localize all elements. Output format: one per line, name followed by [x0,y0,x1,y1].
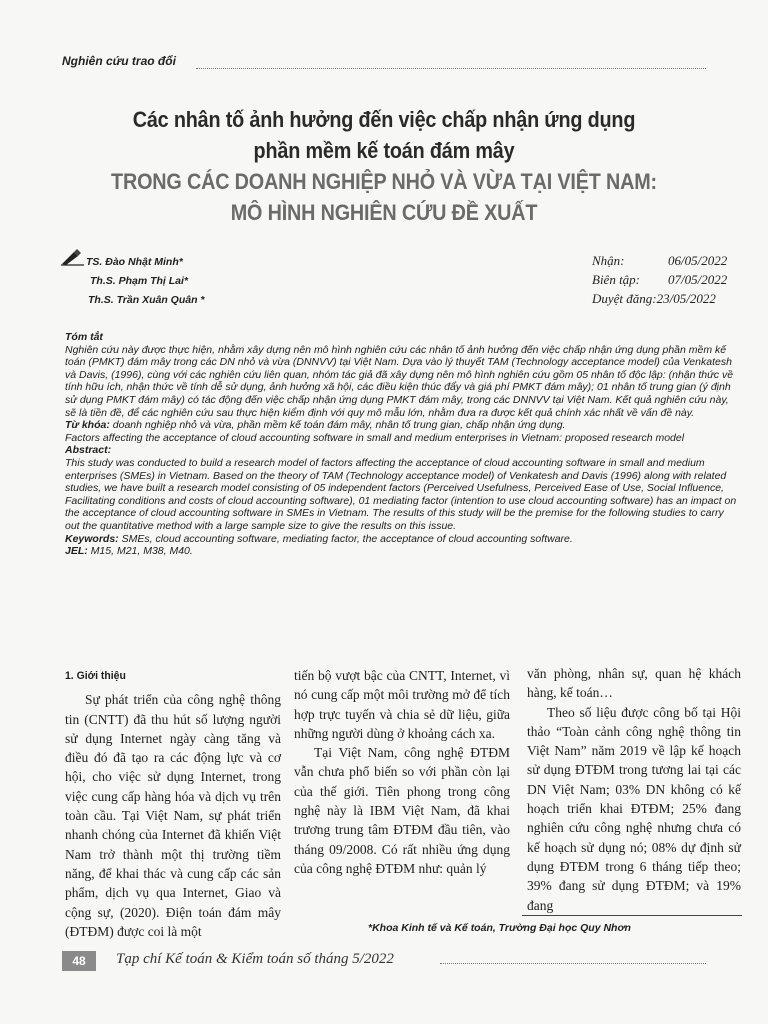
paragraph: tiến bộ vượt bậc của CNTT, Internet, vì nó cung cấp một môi trường mở để tích hợp trực tuyến và chia sẻ dữ liệu, giữa những người dùng ở khoảng cách xa. [294,668,510,741]
pen-icon [60,248,86,266]
received-label: Nhận: [592,253,625,268]
english-title: Factors affecting the acceptance of cloud accounting software in small and medium enterprises in Vietnam: proposed research model [65,431,685,444]
approved-date: 23/05/2022 [656,291,716,306]
abstract-vi-heading: Tóm tắt [65,331,103,343]
footnote: *Khoa Kinh tế và Kế toán, Trường Đại học Quy Nhơn [368,922,631,934]
paragraph: Sự phát triển của công nghệ thông tin (CNTT) đã thu hút số lượng người sử dụng Internet ngày càng tăng và điều đó đã tạo ra các động lực và cơ hội, cho việc sử dụng Internet, trong việc cung cấp hàng hóa và dịch vụ trên toàn cầu. Tại Việt Nam, sự phát triển nhanh chóng của Internet đã khiến Việt Nam trở thành một thị trường tiềm năng, để khai thác và cung cấp các sản phẩm, dịch vụ qua Internet, Giao và cộng sự, (2020). Điện toán đám mây (ĐTĐM) được coi là một [65,692,281,939]
jel-codes: M15, M21, M38, M40. [90,545,193,558]
journal-name: Tạp chí Kế toán & Kiểm toán số tháng 5/2022 [116,951,394,967]
title-line-4: MÔ HÌNH NGHIÊN CỨU ĐỀ XUẤT [230,200,538,225]
edited-date: 07/05/2022 [668,272,728,287]
jel-label: JEL: [65,545,88,558]
title-line-1: Các nhân tố ảnh hưởng đến việc chấp nhận ứng dụng [132,107,636,132]
page-number: 48 [62,951,96,971]
body-column-3 [527,664,741,915]
title-line-2: phần mềm kế toán đám mây [253,138,515,163]
keywords-en-label: Keywords: [65,532,119,545]
author: Th.S. Phạm Thị Lai* [90,275,189,287]
keywords-en: SMEs, cloud accounting software, mediating factor, the acceptance of cloud accounting software. [121,532,573,545]
body-column-1 [65,664,281,941]
title-line-3: TRONG CÁC DOANH NGHIỆP NHỎ VÀ VỪA TẠI VIỆT NAM: [111,169,657,194]
keywords-vi-label: Từ khóa: [65,419,110,432]
paragraph: văn phòng, nhân sự, quan hệ khách hàng, kế toán… [527,666,741,701]
paragraph: Tại Việt Nam, công nghệ ĐTĐM vẫn chưa phổ biến so với phần còn lại của thế giới. Tiên phong trong công nghệ này là IBM Việt Nam, đã khai trương trung tâm ĐTĐM đầu tiên, vào tháng 09/2008. Có rất nhiều ứng dụng của công nghệ ĐTĐM như: quản lý [294,745,510,876]
article-title [60,104,708,228]
abstract-block [65,331,741,558]
keywords-vi: doanh nghiệp nhỏ và vừa, phần mềm kế toán đám mây, nhân tố trung gian, chấp nhận ứng dụng. [112,419,566,432]
abstract-en-heading: Abstract: [65,444,112,457]
body-column-2 [294,666,510,878]
author: Th.S. Trần Xuân Quân * [88,294,205,306]
section-heading: 1. Giới thiệu [65,670,126,682]
article-dates [592,251,727,308]
approved-label: Duyệt đăng: [592,291,657,306]
abstract-en-text: This study was conducted to build a research model of factors affecting the acceptance of cloud accounting software in small and medium enterprises (SMEs) in Vietnam. Based on the theory of TAM (Technology acceptance model) of Venkatesh and Davis (1996) along with related studies, we have built a research model consisting of 05 independent factors (Perceived Usefulness, Perceived Ease of Use, Social Influence, Facilitating conditions and costs of cloud accounting software), 01 mediating factor (intention to use cloud accounting software) has an impact on the acceptance of cloud accounting software in SMEs in Vietnam. The results of this study will be the premise for the following studies to carry out the quantitative method with a large sample size to give the results on this issue. [65,456,737,532]
section-tag: Nghiên cứu trao đổi [62,54,176,68]
edited-label: Biên tập: [592,272,641,287]
received-date: 06/05/2022 [668,253,728,268]
footer-rule [440,963,706,964]
abstract-vi-text: Nghiên cứu này được thực hiện, nhằm xây dựng nên mô hình nghiên cứu các nhân tố ảnh hưởng đến việc chấp nhận ứng dụng phần mềm kế toán (PMKT) đám mây trong các DN nhỏ và vừa (DNNVV) tại Việt Nam. Dựa vào lý thuyết TAM (Technology acceptance model) của Venkatesh và Davis, (1996), cùng với các nghiên cứu liên quan, nhóm tác giả đã xây dựng nên mô hình nghiên cứu gồm 05 nhân tố độc lập: (nhận thức về tính hữu ích, nhận thức về tính dễ sử dụng, ảnh hưởng xã hội, các điều kiện thúc đẩy và giá phí PMKT đám mây); 01 nhân tố trung gian (ý định sử dụng PMKT đám mây) có tác động đến việc chấp nhận ứng dụng PMKT đám mây, trong các DNNVV tại Việt Nam. Kết quả nghiên cứu này, sẽ là tiền đề, để các nghiên cứu sau thực hiện kiểm định với quy mô mẫu lớn, nhằm đưa ra được kết quả chính xác nhất về vấn đề này. [65,343,734,419]
paragraph: Theo số liệu được công bố tại Hội thảo “Toàn cảnh công nghệ thông tin Việt Nam” năm 2019 về lập kế hoạch sử dụng ĐTĐM trong tương lai tại các DN Việt Nam; 03% DN không có kế hoạch triển khai ĐTĐM; 25% đang nghiên cứu công nghệ nhưng chưa có kế hoạch sử dụng nó; 08% dự định sử dụng ĐTĐM trong 6 tháng tiếp theo; 39% đang sử dụng ĐTĐM; và 19% đang [527,704,741,913]
author: TS. Đào Nhật Minh* [86,256,183,268]
author-list [86,253,205,310]
header-rule [196,68,706,69]
footnote-rule [522,915,742,916]
